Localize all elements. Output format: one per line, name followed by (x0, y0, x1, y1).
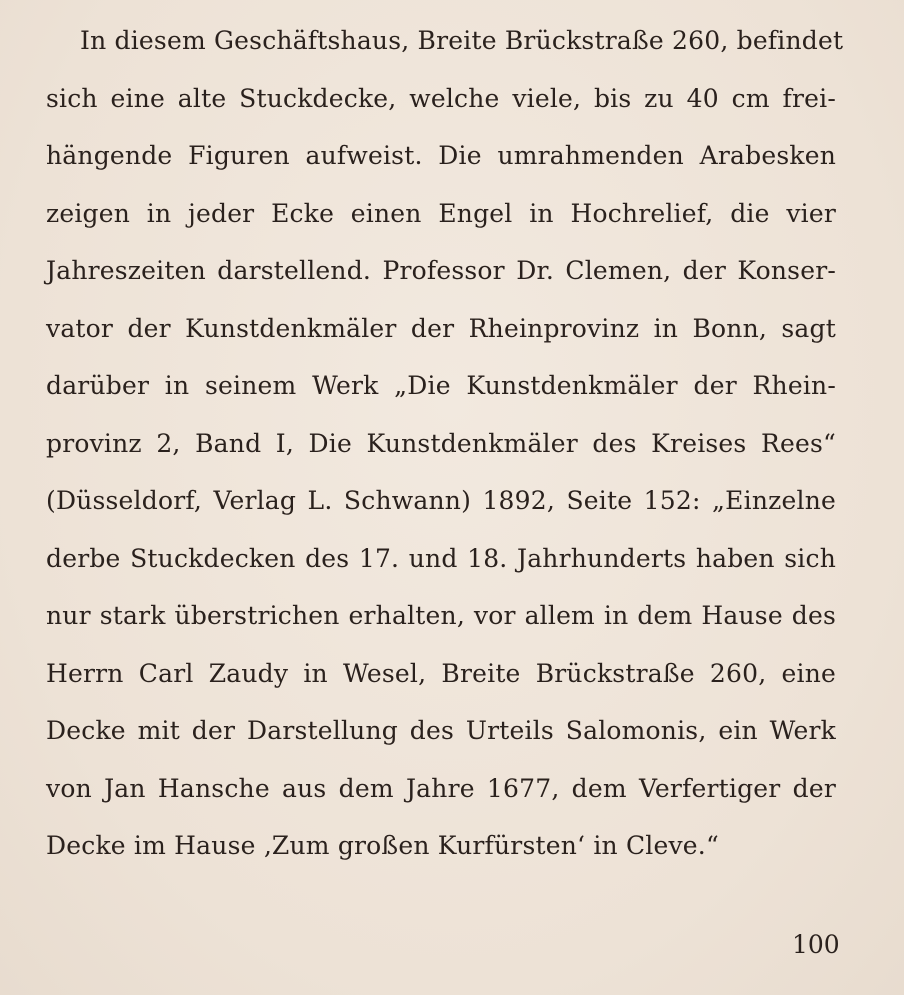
text-line-15: Decke im Hause ‚Zum großen Kurfürsten‘ in Cleve.“ (46, 831, 719, 860)
text-line-10: derbe Stuckdecken des 17. und 18. Jahrhunderts haben sich (46, 543, 836, 573)
text-line-1: In diesem Geschäftshaus, Breite Brückstraße 260, befindet (80, 26, 844, 55)
text-line-5: Jahreszeiten darstellend. Professor Dr. Clemen, der Konser- (46, 256, 836, 285)
text-line-3: hängende Figuren aufweist. Die umrahmenden Arabesken (46, 141, 836, 170)
text-line-9: (Düsseldorf, Verlag L. Schwann) 1892, Seite 152: „Einzelne (46, 486, 836, 515)
text-line-11: nur stark überstrichen erhalten, vor allem in dem Hause des (46, 601, 836, 630)
text-line-12: Herrn Carl Zaudy in Wesel, Breite Brückstraße 260, eine (46, 658, 836, 688)
page-number: 100 (792, 930, 840, 959)
text-line-13: Decke mit der Darstellung des Urteils Salomonis, ein Werk (46, 716, 836, 745)
text-line-2: sich eine alte Stuckdecke, welche viele, bis zu 40 cm frei- (46, 83, 836, 113)
text-line-4: zeigen in jeder Ecke einen Engel in Hochrelief, die vier (46, 198, 836, 228)
text-line-8: provinz 2, Band I, Die Kunstdenkmäler des Kreises Rees“ (46, 428, 836, 458)
text-line-6: vator der Kunstdenkmäler der Rheinprovinz in Bonn, sagt (46, 313, 836, 343)
body-text (46, 12, 844, 875)
text-line-7: darüber in seinem Werk „Die Kunstdenkmäler der Rhein- (46, 371, 836, 400)
text-line-14: von Jan Hansche aus dem Jahre 1677, dem Verfertiger der (46, 773, 836, 803)
